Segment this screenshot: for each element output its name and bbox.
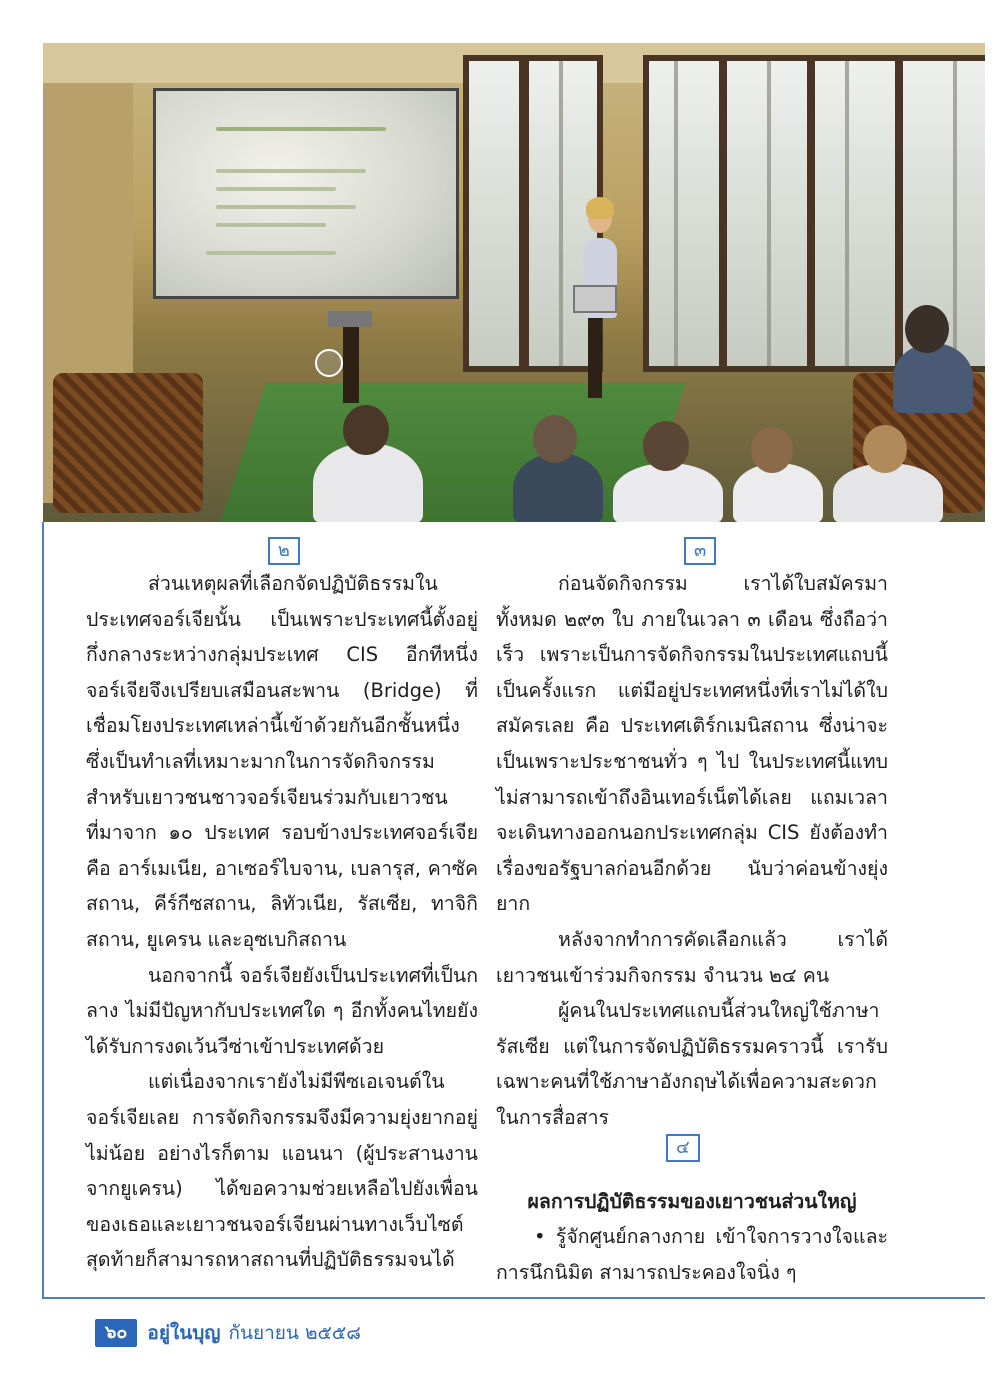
slide-line [216, 169, 366, 173]
section-number-3: ๓ [684, 537, 716, 565]
page-footer [95, 1319, 361, 1347]
projector [328, 311, 372, 327]
projector-stand [343, 323, 359, 403]
issue-date: กันยายน ๒๕๕๘ [228, 1322, 361, 1344]
paragraph: แต่เนื่องจากเรายังไม่มีพีซเอเจนต์ในจอร์เจียเลย การจัดกิจกรรมจึงมีความยุ่งยากอยู่ไม่น้อย อย่างไรก็ตาม แอนนา (ผู้ประสานงานจากยูเครน) ได้ขอความช่วยเหลือไปยังเพื่อนของเธอและเยาวชนจอร์เจียนผ่านทางเว็บไซต์ สุดท้ายก็สามารถหาสถานที่ปฏิบัติธรรมจนได้ [86, 1070, 478, 1272]
window [643, 55, 725, 372]
lectern [588, 318, 602, 398]
section-number-4: ๔ [666, 1134, 700, 1162]
page-number: ๖๐ [95, 1319, 137, 1347]
window [809, 55, 901, 372]
left-text-column [86, 566, 478, 1278]
slide-line [216, 205, 356, 209]
bullet-item: • รู้จักศูนย์กลางกาย เข้าใจการวางใจและการนึกนิมิต สามารถประคองใจนิ่ง ๆ [496, 1225, 888, 1284]
slide-line [216, 187, 336, 191]
wicker-chair [53, 373, 203, 513]
window [721, 55, 813, 372]
slide-line [206, 251, 336, 255]
right-text-column [496, 566, 888, 1290]
audience-head [751, 427, 793, 473]
paragraph: ก่อนจัดกิจกรรม เราได้ใบสมัครมาทั้งหมด ๒๙๓ ใบ ภายในเวลา ๓ เดือน ซึ่งถือว่าเร็ว เพราะเป็นการจัดกิจกรรมในประเทศแถบนี้เป็นครั้งแรก แต่มีอยู่ประเทศหนึ่งที่เราไม่ได้ใบสมัครเลย คือ ประเทศเติร์กเมนิสถาน ซึ่งน่าจะเป็นเพราะประชาชนทั่ว ๆ ไป ในประเทศนี้แทบไม่สามารถเข้าถึงอินเทอร์เน็ตได้เลย แถมเวลาจะเดินทางออกนอกประเทศกลุ่ม CIS ยังต้องทำเรื่องขอรัฐบาลก่อนอีกด้วย นับว่าค่อนข้างยุ่งยาก [496, 572, 888, 916]
paragraph: หลังจากทำการคัดเลือกแล้ว เราได้เยาวชนเข้าร่วมกิจกรรม จำนวน ๒๔ คน [496, 927, 888, 987]
seminar-photo [43, 43, 985, 522]
magazine-name: อยู่ในบุญ [147, 1322, 221, 1344]
speaker-hair [586, 197, 614, 219]
section-heading: ผลการปฏิบัติธรรมของเยาวชนส่วนใหญ่ [527, 1189, 857, 1213]
slide-line [216, 223, 326, 227]
window [463, 55, 525, 372]
laptop [573, 285, 617, 313]
projection-screen [153, 88, 459, 299]
audience-head [905, 305, 949, 353]
frame-line-horizontal [42, 1297, 985, 1299]
audience-head [533, 415, 577, 463]
audience-member [613, 463, 723, 522]
audience-member [513, 453, 603, 522]
slide-title-bar [216, 127, 386, 131]
frame-line-vertical [42, 522, 44, 1299]
audience-head [863, 425, 907, 473]
section-number-2: ๒ [268, 537, 300, 565]
paragraph: ส่วนเหตุผลที่เลือกจัดปฏิบัติธรรมในประเทศจอร์เจียนั้น เป็นเพราะประเทศนี้ตั้งอยู่กึ่งกลางระหว่างกลุ่มประเทศ CIS อีกทีหนึ่ง จอร์เจียจึงเปรียบเสมือนสะพาน (Bridge) ที่เชื่อมโยงประเทศเหล่านี้เข้าด้วยกันอีกชั้นหนึ่ง ซึ่งเป็นทำเลที่เหมาะมากในการจัดกิจกรรมสำหรับเยาวชนชาวจอร์เจียนร่วมกับเยาวชนที่มาจาก ๑๐ ประเทศ รอบข้างประเทศจอร์เจีย คือ อาร์เมเนีย, อาเซอร์ไบจาน, เบลารุส, คาซัคสถาน, คีร์กีซสถาน, ลิทัวเนีย, รัสเซีย, ทาจิกิสถาน, ยูเครน และอุซเบกิสถาน [86, 572, 478, 951]
audience-member [893, 343, 973, 413]
audience-head [643, 421, 689, 471]
paragraph: นอกจากนี้ จอร์เจียยังเป็นประเทศที่เป็นกลาง ไม่มีปัญหากับประเทศใด ๆ อีกทั้งคนไทยยังได้รับการงดเว้นวีซ่าเข้าประเทศด้วย [86, 963, 478, 1058]
paragraph: ผู้คนในประเทศแถบนี้ส่วนใหญ่ใช้ภาษารัสเซีย แต่ในการจัดปฏิบัติธรรมคราวนี้ เรารับเฉพาะคนที่ใช้ภาษาอังกฤษได้เพื่อความสะดวกในการสื่อสาร [496, 999, 888, 1129]
audience-head [343, 405, 389, 455]
circle-marker-icon [315, 349, 343, 377]
